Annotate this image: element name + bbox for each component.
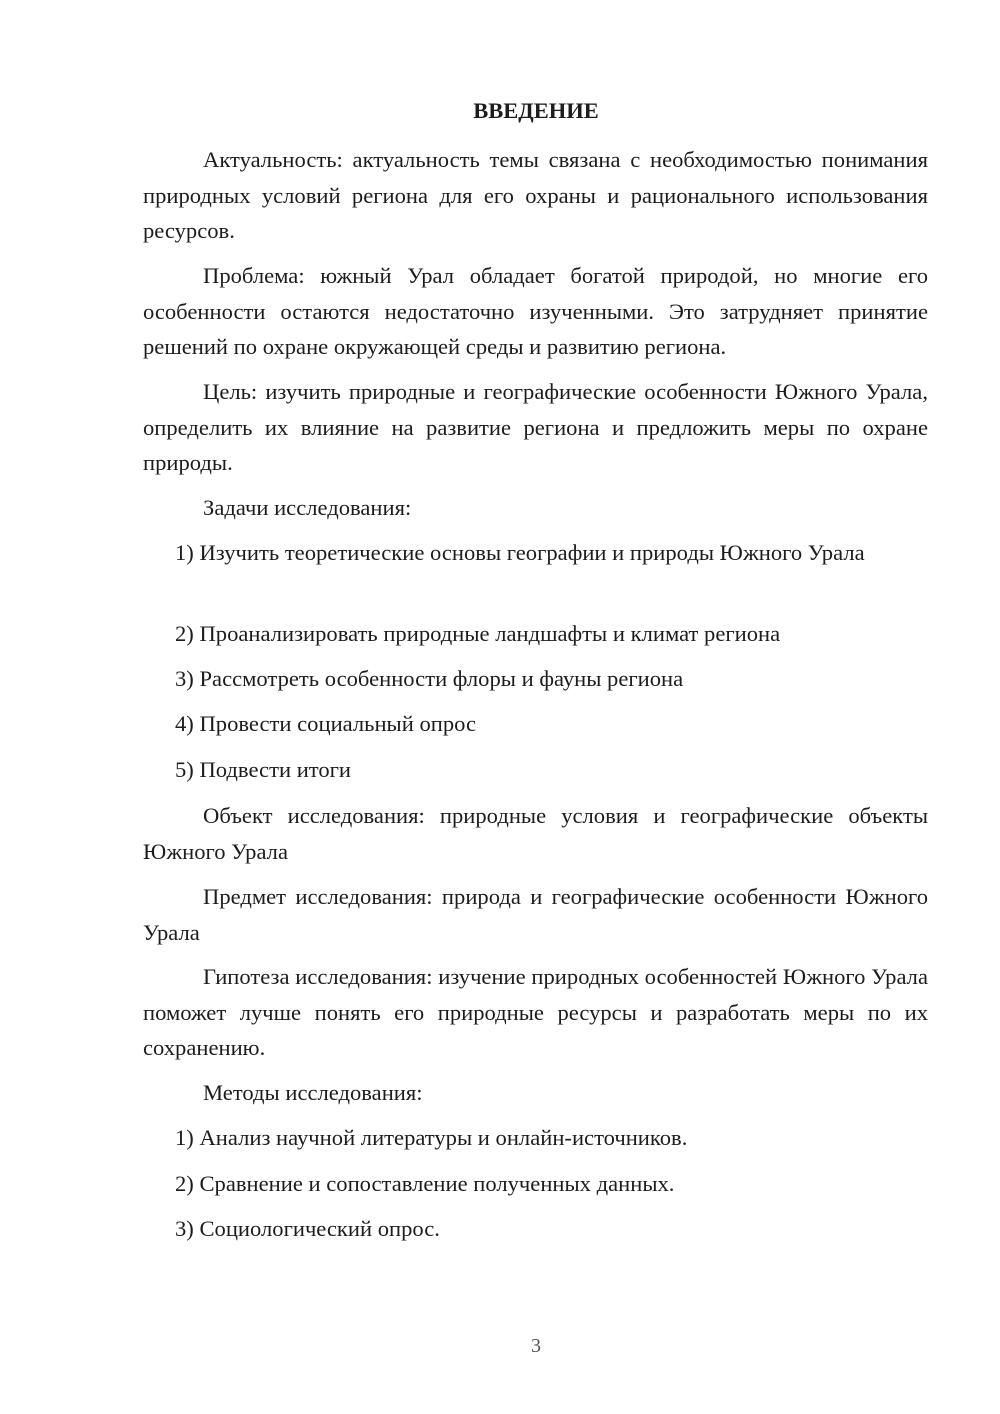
tasks-heading: Задачи исследования: bbox=[203, 495, 412, 520]
problem-paragraph: Проблема: южный Урал обладает богатой природой, но многие его особенности остаются недостаточно изученными. Это затрудняет принятие решений по охране окружающей среды и развитию региона. bbox=[143, 263, 928, 359]
method-item: 2) Сравнение и сопоставление полученных данных. bbox=[175, 1171, 675, 1196]
hypothesis-paragraph: Гипотеза исследования: изучение природных особенностей Южного Урала поможет лучше понять его природные ресурсы и разработать меры по их сохранению. bbox=[143, 964, 928, 1060]
method-item: 3) Социологический опрос. bbox=[175, 1216, 440, 1241]
task-item: 5) Подвести итоги bbox=[175, 757, 352, 782]
object-paragraph: Объект исследования: природные условия и географические объекты Южного Урала bbox=[143, 803, 928, 864]
task-item: 3) Рассмотреть особенности флоры и фауны региона bbox=[175, 666, 684, 691]
task-item: 1) Изучить теоретические основы географии и природы Южного Урала bbox=[175, 540, 865, 565]
section-title: ВВЕДЕНИЕ bbox=[473, 98, 599, 123]
methods-heading: Методы исследования: bbox=[203, 1080, 423, 1105]
task-item: 4) Провести социальный опрос bbox=[175, 711, 477, 736]
task-item: 2) Проанализировать природные ландшафты и климат региона bbox=[175, 621, 781, 646]
goal-paragraph: Цель: изучить природные и географические особенности Южного Урала, определить их влияние на развитие региона и предложить меры по охране природы. bbox=[143, 379, 928, 475]
subject-paragraph: Предмет исследования: природа и географические особенности Южного Урала bbox=[143, 884, 928, 945]
relevance-paragraph: Актуальность: актуальность темы связана с необходимостью понимания природных условий региона для его охраны и рационального использования ресурсов. bbox=[143, 147, 928, 243]
page-number: 3 bbox=[531, 1335, 541, 1357]
method-item: 1) Анализ научной литературы и онлайн-источников. bbox=[175, 1125, 688, 1150]
